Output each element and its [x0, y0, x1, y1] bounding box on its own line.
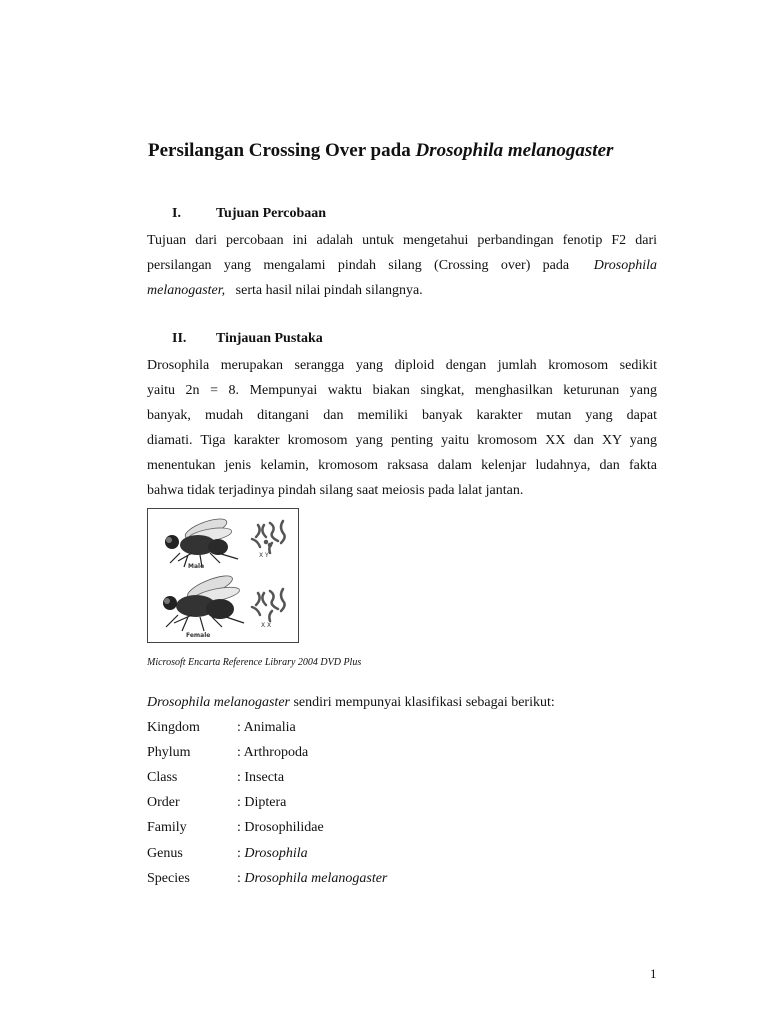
value-prefix: :	[237, 846, 245, 861]
figure-caption: Microsoft Encarta Reference Library 2004 DVD Plus	[147, 657, 362, 668]
fly-illustration	[148, 509, 298, 642]
intro-rest: sendiri mempunyai klasifikasi sebagai berikut:	[289, 695, 555, 710]
drosophila-figure	[147, 508, 299, 643]
section-1-heading	[172, 206, 326, 222]
title-plain: Persilangan Crossing Over pada	[148, 140, 416, 161]
taxon-value: : Insecta	[237, 770, 285, 785]
paragraph-line: Drosophila merupakan serangga yang diploid dengan jumlah kromosom sedikit	[147, 358, 657, 373]
intro-italic: Drosophila melanogaster	[147, 695, 290, 710]
taxon-row	[147, 871, 547, 891]
taxon-key: Kingdom	[147, 720, 200, 735]
value-italic: Drosophila	[244, 846, 308, 861]
paragraph-line: bahwa tidak terjadinya pindah silang saat meiosis pada lalat jantan.	[147, 483, 524, 498]
paragraph-line	[147, 278, 657, 303]
section-1-number: I.	[172, 206, 181, 221]
taxon-row	[147, 820, 547, 840]
taxon-row	[147, 720, 547, 740]
taxon-value	[237, 846, 308, 862]
paragraph-line: yaitu 2n = 8. Mempunyai waktu biakan singkat, menghasilkan keturunan yang	[147, 383, 657, 398]
page-number: 1	[650, 966, 657, 981]
title-italic: Drosophila melanogaster	[415, 140, 614, 161]
paragraph-line: Tujuan dari percobaan ini adalah untuk mengetahui perbandingan fenotip F2 dari	[147, 233, 657, 248]
line-text: serta hasil nilai pindah silangnya.	[235, 283, 423, 298]
paragraph-line: diamati. Tiga karakter kromosom yang penting yaitu kromosom XX dan XY yang	[147, 433, 657, 448]
document-title	[148, 140, 708, 162]
taxon-key: Species	[147, 871, 190, 886]
paragraph-line: banyak, mudah ditangani dan memiliki banyak karakter mutan yang dapat	[147, 408, 657, 423]
italic-term: melanogaster,	[147, 283, 226, 298]
section-1-paragraph	[147, 228, 657, 303]
taxon-value: : Diptera	[237, 795, 287, 810]
section-2-title: Tinjauan Pustaka	[216, 331, 323, 346]
taxon-value: : Arthropoda	[237, 745, 309, 760]
male-fly-icon	[165, 515, 238, 567]
taxon-row	[147, 795, 547, 815]
taxon-row	[147, 846, 547, 866]
taxon-value: : Drosophilidae	[237, 820, 324, 835]
female-label: Female	[186, 632, 211, 639]
line-text: persilangan yang mengalami pindah silang (Crossing over) pada	[147, 258, 570, 273]
taxon-row	[147, 770, 547, 790]
taxon-row	[147, 745, 547, 765]
paragraph-line: menentukan jenis kelamin, kromosom raksasa dalam kelenjar ludahnya, dan fakta	[147, 458, 657, 473]
taxon-key: Genus	[147, 846, 183, 861]
section-2-heading	[172, 331, 323, 347]
value-prefix: :	[237, 871, 245, 886]
section-2-number: II.	[172, 331, 187, 346]
female-fly-icon	[163, 572, 244, 631]
male-chromosomes-icon	[252, 521, 285, 553]
male-chrom-label: X Y	[259, 552, 269, 559]
taxon-key: Phylum	[147, 745, 191, 760]
section-2-paragraph	[147, 353, 657, 503]
taxon-value	[237, 871, 387, 887]
taxon-value: : Animalia	[237, 720, 296, 735]
male-label: Male	[188, 563, 205, 570]
paragraph-line	[147, 253, 657, 278]
taxon-key: Family	[147, 820, 187, 835]
taxon-key: Order	[147, 795, 180, 810]
taxon-key: Class	[147, 770, 178, 785]
italic-term: Drosophila	[593, 258, 657, 273]
female-chrom-label: X X	[261, 622, 272, 629]
section-1-title: Tujuan Percobaan	[216, 206, 327, 221]
female-chromosomes-icon	[252, 589, 285, 621]
classification-intro	[147, 695, 555, 711]
value-italic: Drosophila melanogaster	[244, 871, 388, 886]
